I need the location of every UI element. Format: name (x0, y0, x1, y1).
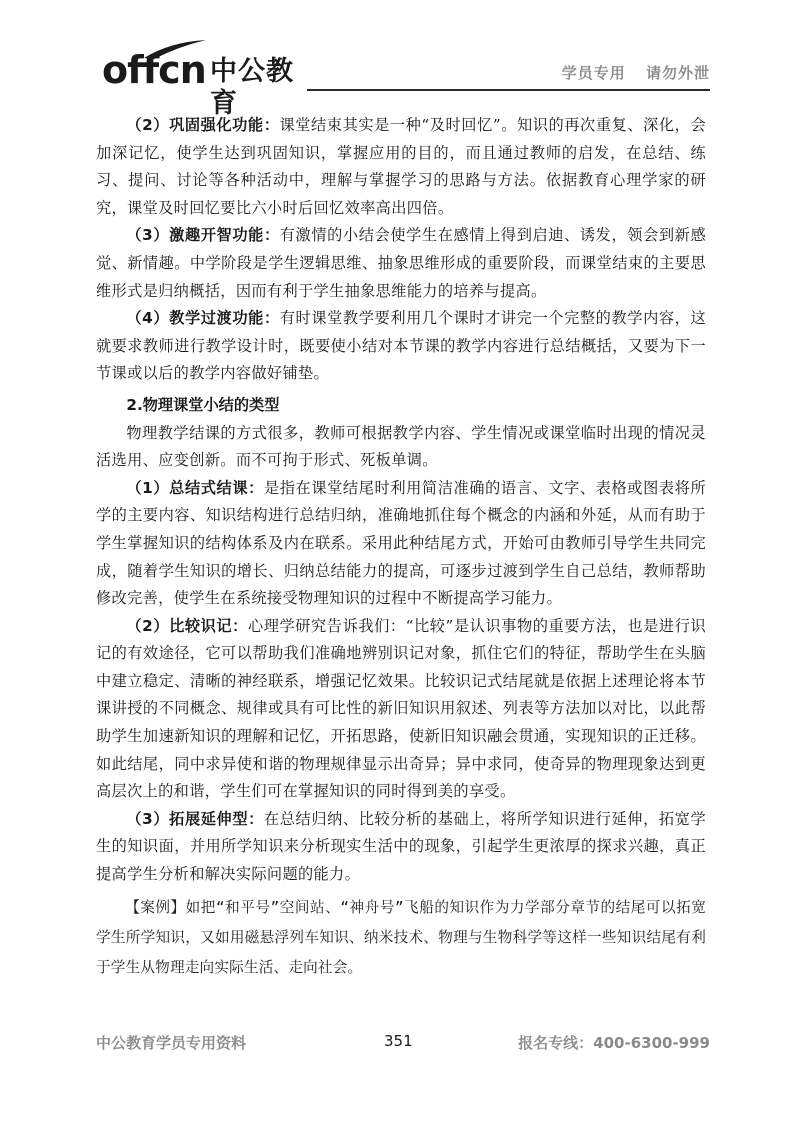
notice-no-leak: 请勿外泄 (645, 64, 710, 82)
section-heading: 2.物理课堂小结的类型 (126, 395, 280, 414)
section-intro: 物理教学结课的方式很多，教师可根据教学内容、学生情况或课堂临时出现的情况灵活选用、应变创新。而不可拘于形式、死板单调。 (96, 423, 706, 470)
paragraph-title: （2）比较识记： (126, 616, 248, 635)
paragraph-summary-type (96, 475, 706, 613)
paragraph-body: 在总结归纳、比较分析的基础上，将所学知识进行延伸，拓宽学生的知识面，并用所学知识来分析现实生活中的现象，引起学生更浓厚的探求兴趣，真正提高学生分析和解决实际问题的能力。 (96, 809, 706, 884)
header-divider (307, 89, 710, 91)
paragraph-body: 有激情的小结会使学生在感情上得到启迪、诱发，领会到新感觉、新情趣。中学阶段是学生逻辑思维、抽象思维形成的重要阶段，而课堂结束的主要思维形式是归纳概括，因而有利于学生抽象思维能力的培养与提高。 (96, 226, 706, 300)
case-example: 【案例】如把“和平号”空间站、“神舟号”飞船的知识作为力学部分章节的结尾可以拓宽学生所学知识，又如用磁悬浮列车知识、纳米技术、物理与生物科学等这样一些知识结尾有利于学生从物理走向实际生活、走向社会。 (96, 898, 706, 976)
paragraph-stimulation (96, 222, 706, 305)
paragraph-title: （2）巩固强化功能： (126, 116, 280, 134)
paragraph-title: （4）教学过渡功能： (126, 309, 280, 328)
page-number: 351 (384, 1032, 413, 1050)
footer-label: 中公教育学员专用资料 (96, 1034, 247, 1052)
footer-hotline: 报名专线：400-6300-999 (518, 1034, 710, 1052)
page-body (96, 112, 706, 983)
paragraph-consolidation (96, 112, 706, 222)
page-footer (96, 1028, 710, 1058)
paragraph-title: （3）激趣开智功能： (126, 226, 280, 245)
offcn-logo (102, 38, 317, 119)
paragraph-body: 是指在课堂结尾时利用简洁准确的语言、文字、表格或图表将所学的主要内容、知识结构进行总结归纳，准确地抓住每个概念的内涵和外延，从而有助于学生掌握知识的结构体系及内在联系。采用此种结尾方式，开始可由教师引导学生共同完成，随着学生知识的增长、归纳总结能力的提高，可逐步过渡到学生自己总结，教师帮助修改完善，使学生在系统接受物理知识的过程中不断提高学习能力。 (96, 478, 706, 608)
logo-text-cn: 中公教育 (210, 56, 294, 119)
paragraph-comparison-type (96, 613, 706, 806)
paragraph-body: 课堂结束其实是一种“及时回忆”。知识的再次重复、深化，会加深记忆，使学生达到巩固知识，掌握应用的目的，而且通过教师的启发，在总结、练习、提问、讨论等各种活动中，理解与掌握学习的思路与方法。依据教育心理学家的研究，课堂及时回忆要比六小时后回忆效率高出四倍。 (96, 116, 706, 217)
header-notice (548, 62, 710, 83)
paragraph-body: 心理学研究告诉我们：“比较”是认识事物的重要方法，也是进行识记的有效途径，它可以帮助我们准确地辨别识记对象，抓住它们的特征，帮助学生在头脑中建立稳定、清晰的神经联系，增强记忆效果。比较识记式结尾就是依据上述理论将本节课讲授的不同概念、规律或具有可比性的新旧知识用叙述、列表等方法加以对比，以此帮助学生加速新知识的理解和记忆，开拓思路，使新旧知识融会贯通，实现知识的正迁移。如此结尾，同中求异使和谐的物理规律显示出奇异；异中求同，使奇异的物理现象达到更高层次上的和谐，学生们可在掌握知识的同时得到美的享受。 (96, 616, 707, 801)
paragraph-title: （3）拓展延伸型： (126, 809, 264, 828)
paragraph-title: （1）总结式结课： (126, 478, 264, 497)
logo-text-en: offcn (102, 48, 206, 92)
paragraph-transition (96, 305, 706, 388)
page-header (92, 34, 710, 119)
notice-students-only: 学员专用 (561, 64, 626, 82)
paragraph-body: 有时课堂教学要利用几个课时才讲完一个完整的教学内容，这就要求教师进行教学设计时，既要使小结对本节课的教学内容进行总结概括，又要为下一节课或以后的教学内容做好铺垫。 (96, 309, 706, 383)
paragraph-extension-type (96, 806, 706, 889)
